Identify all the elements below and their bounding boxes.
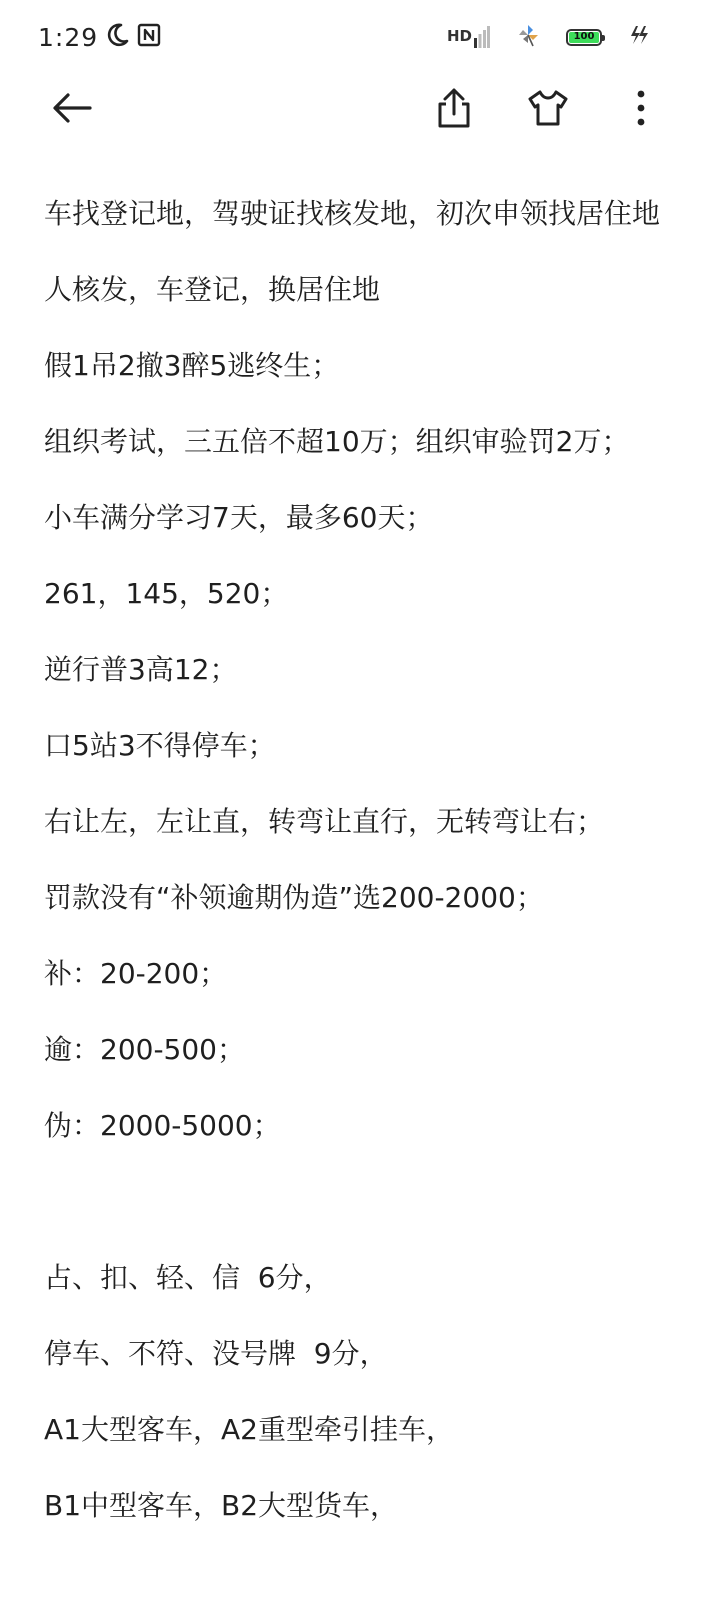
share-icon (434, 86, 474, 130)
status-left (38, 20, 162, 54)
note-line: 组织考试，三五倍不超10万；组织审验罚2万； (44, 425, 630, 458)
note-line: 口5站3不得停车； (44, 729, 276, 762)
note-line: 小车满分学习7天，最多60天； (44, 501, 434, 534)
note-line: 停车、不符、没号牌 9分， (44, 1337, 388, 1370)
nfc-icon (136, 22, 162, 52)
note-line: A1大型客车，A2重型牵引挂车， (44, 1413, 454, 1446)
note-line: 补：20-200； (44, 957, 228, 990)
note-line: 逾：200-500； (44, 1033, 245, 1066)
note-line: 假1吊2撤3醉5逃终生； (44, 349, 340, 382)
note-line: 占、扣、轻、信 6分， (44, 1261, 332, 1294)
note-line: 右让左，左让直，转弯让直行，无转弯让右； (44, 805, 605, 838)
battery-icon (566, 29, 602, 46)
back-arrow-icon (50, 86, 94, 130)
tshirt-icon (526, 88, 570, 128)
moon-icon (104, 22, 130, 52)
note-line: 人核发，车登记，换居住地 (44, 273, 381, 306)
status-right (447, 20, 650, 54)
status-time: 1:29 (38, 22, 99, 52)
back-button[interactable] (46, 82, 98, 134)
toolbar (0, 72, 720, 144)
note-line: 逆行普3高12； (44, 653, 238, 686)
signal-label: HD (446, 27, 472, 45)
battery-level: 100 (569, 32, 599, 43)
note-line: 261，145，520； (44, 577, 289, 610)
note-line: B1中型客车，B2大型货车， (44, 1489, 399, 1522)
note-line: 罚款没有“补领逾期伪造”选200-2000； (44, 881, 544, 914)
note-blank-line (44, 1174, 674, 1229)
more-options-button[interactable] (615, 82, 667, 134)
status-bar (0, 0, 720, 72)
more-vert-icon (631, 88, 651, 128)
note-body[interactable] (44, 186, 674, 1554)
battery-cap (602, 35, 605, 41)
note-line: 车找登记地，驾驶证找核发地，初次申领找居住地 (44, 197, 661, 230)
charging-icon (628, 23, 650, 51)
note-line: 伪：2000-5000； (44, 1109, 281, 1142)
pinwheel-icon (516, 23, 540, 51)
theme-button[interactable] (522, 82, 574, 134)
signal-icon (447, 26, 490, 48)
share-button[interactable] (428, 82, 480, 134)
